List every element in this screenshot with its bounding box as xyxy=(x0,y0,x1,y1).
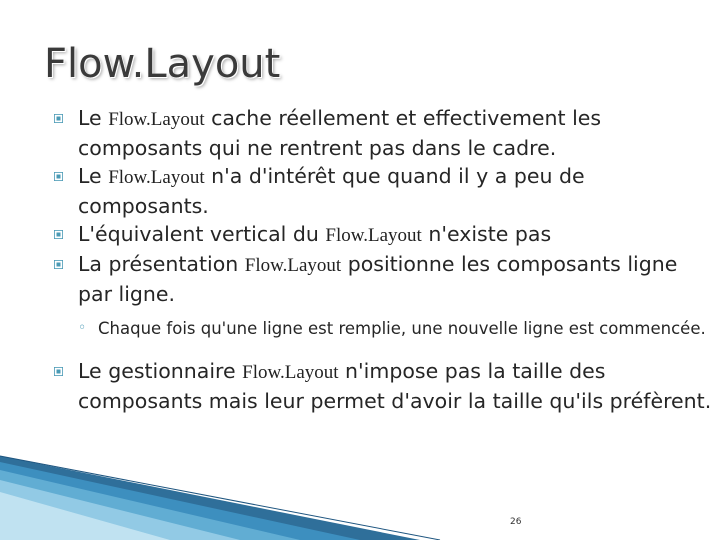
bullet-text: positionne les composants ligne par ligne. xyxy=(78,252,678,306)
bullet-text: L'équivalent vertical du xyxy=(78,222,326,246)
square-bullet-icon xyxy=(54,260,63,269)
bullet-code: Flow.Layout xyxy=(108,109,205,130)
square-bullet-icon xyxy=(54,367,63,376)
bullet-text: cache réellement et effectivement les composants qui ne rentrent pas dans le cadre. xyxy=(78,106,602,160)
slide-title: Flow.Layout xyxy=(44,41,281,87)
bullet-text: Le gestionnaire xyxy=(78,359,243,383)
page-number: 26 xyxy=(510,517,522,527)
bullet-item xyxy=(54,357,714,415)
bullet-item xyxy=(54,220,714,250)
bullet-code: Flow.Layout xyxy=(242,362,339,383)
bullet-text: n'impose pas la taille des composants mais leur permet d'avoir la taille qu'ils préfèrent. xyxy=(78,359,712,413)
bullet-code: Flow.Layout xyxy=(108,167,205,188)
bullet-code: Flow.Layout xyxy=(325,225,422,246)
bullet-item xyxy=(54,162,714,220)
bullet-text: n'a d'intérêt que quand il y a peu de composants. xyxy=(78,164,585,218)
sub-bullet-item xyxy=(54,318,714,339)
sub-bullet-text: Chaque fois qu'une ligne est remplie, une nouvelle ligne est commencée. xyxy=(98,319,706,338)
bullet-item xyxy=(54,104,714,162)
circle-bullet-icon: ◦ xyxy=(78,320,87,336)
square-bullet-icon xyxy=(54,230,63,239)
bullet-code: Flow.Layout xyxy=(244,255,342,276)
square-bullet-icon xyxy=(54,172,63,181)
bullet-list xyxy=(54,104,714,415)
bullet-text: Le xyxy=(78,164,109,188)
bullet-text: Le xyxy=(78,106,109,130)
square-bullet-icon xyxy=(54,114,63,123)
bullet-text: La présentation xyxy=(78,252,245,276)
bullet-text: n'existe pas xyxy=(421,222,552,246)
bullet-item xyxy=(54,250,714,308)
